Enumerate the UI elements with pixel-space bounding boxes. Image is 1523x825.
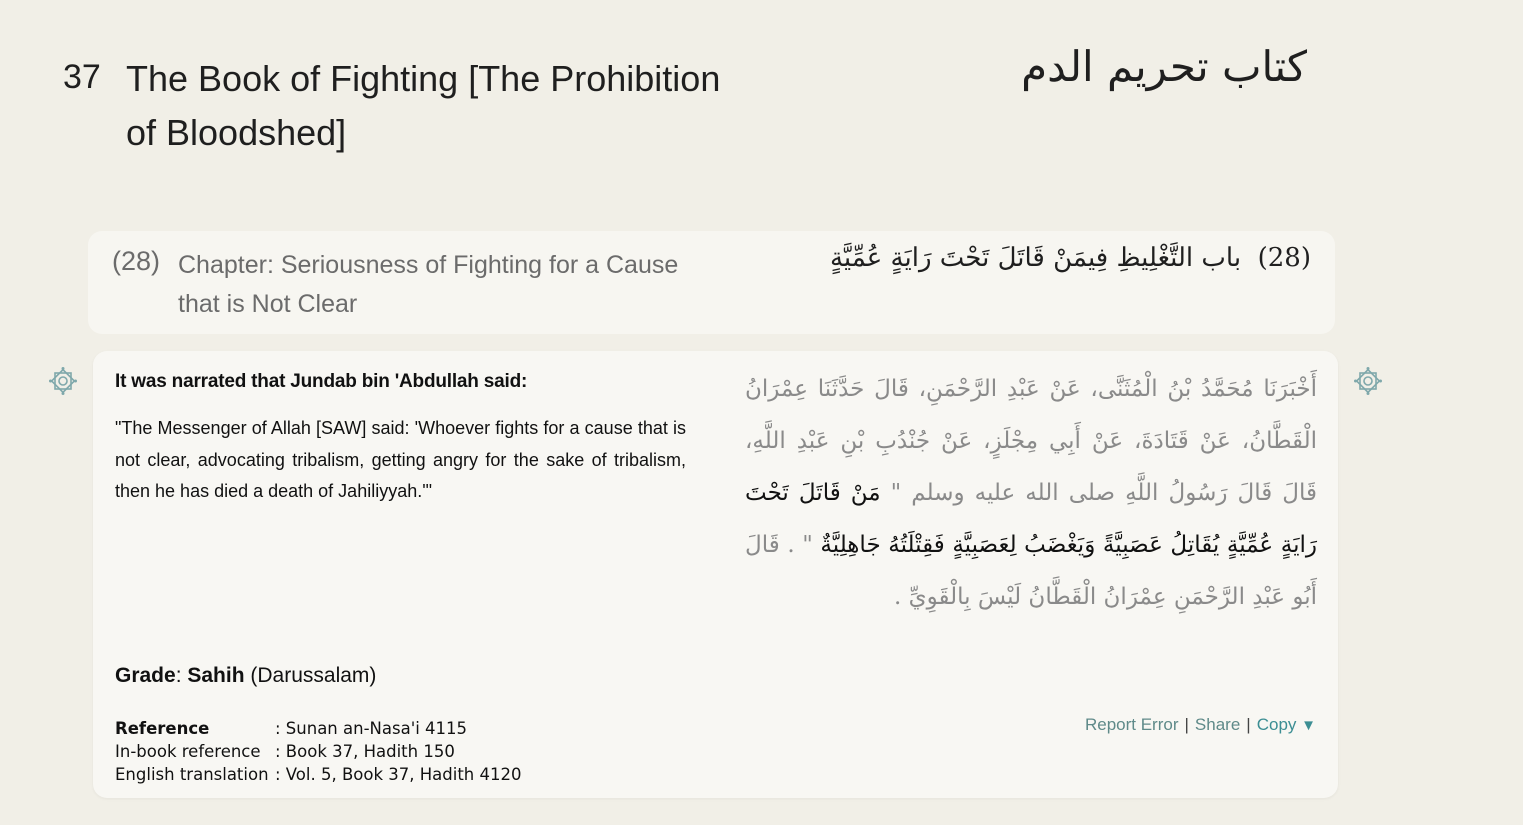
hadith-actions xyxy=(1085,715,1316,735)
report-error-link[interactable]: Report Error xyxy=(1084,715,1179,734)
book-title-english: The Book of Fighting [The Prohibition of Bloodshed] xyxy=(126,58,721,153)
triangle-down-icon: ▼ xyxy=(1301,717,1316,734)
separator: | xyxy=(1246,715,1251,734)
chapter-title-arabic xyxy=(830,243,1311,273)
share-link[interactable]: Share xyxy=(1194,715,1241,734)
book-header xyxy=(0,0,1523,200)
reference-key: In-book reference xyxy=(115,742,261,761)
ornament-star-icon xyxy=(48,366,78,396)
chapter-number-english: (28) xyxy=(112,246,161,276)
hadith-arabic-chain: أَخْبَرَنَا مُحَمَّدُ بْنُ الْمُثَنَّى، عَنْ عَبْدِ الرَّحْمَنِ، قَالَ حَدَّثَنَا عِمْرَانُ الْقَطَّانُ، عَنْ قَتَادَةَ، عَنْ أَبِي مِجْلَزٍ، عَنْ جُنْدُبِ بْنِ عَبْدِ اللَّهِ، قَالَ قَالَ رَسُولُ اللَّهِ صلى الله عليه وسلم " xyxy=(745,376,1317,506)
reference-row xyxy=(115,740,522,763)
hadith-text-english: "The Messenger of Allah [SAW] said: 'Whoever fights for a cause that is not clear, advocating tribalism, getting angry for the sake of tribalism, then he has died a death of Jahiliyyah.'" xyxy=(115,418,686,501)
hadith-text-arabic xyxy=(745,363,1317,623)
reference-row xyxy=(115,717,522,740)
reference-table xyxy=(115,717,522,786)
grade-colon: : xyxy=(175,664,188,687)
reference-value: : Book 37, Hadith 150 xyxy=(275,742,455,761)
hadith-card xyxy=(93,351,1338,798)
reference-value: : Vol. 5, Book 37, Hadith 4120 xyxy=(275,765,522,784)
grade-label: Grade xyxy=(115,664,176,687)
chapter-title-arabic-text: باب التَّغْلِيظِ فِيمَنْ قَاتَلَ تَحْتَ رَايَةٍ عُمِّيَّةٍ xyxy=(829,243,1242,273)
ornament-star-icon xyxy=(1353,366,1383,396)
reference-row xyxy=(115,763,522,786)
book-number: 37 xyxy=(63,58,101,96)
reference-key: English translation xyxy=(115,765,269,784)
hadith-arabic-comment: " . قَالَ أَبُو عَبْدِ الرَّحْمَنِ عِمْرَانُ الْقَطَّانُ لَيْسَ بِالْقَوِيِّ . xyxy=(745,532,1317,610)
separator: | xyxy=(1184,715,1189,734)
hadith-narrator: It was narrated that Jundab bin 'Abdullah said: xyxy=(115,371,528,392)
copy-label: Copy xyxy=(1256,715,1297,734)
copy-button[interactable] xyxy=(1257,715,1316,734)
chapter-title-english: Chapter: Seriousness of Fighting for a Cause that is Not Clear xyxy=(178,251,679,318)
grade-value: Sahih xyxy=(187,664,245,687)
chapter-header xyxy=(88,231,1335,334)
reference-key: Reference xyxy=(115,719,210,738)
grade-source: (Darussalam) xyxy=(244,664,377,687)
reference-value: : Sunan an-Nasa'i 4115 xyxy=(275,719,468,738)
book-title-arabic: كتاب تحريم الدم xyxy=(1021,42,1307,91)
hadith-grade xyxy=(115,664,376,688)
chapter-number-arabic: (28) xyxy=(1257,243,1311,273)
hadith-arabic-matn: مَنْ قَاتَلَ تَحْتَ رَايَةٍ عُمِّيَّةٍ يُقَاتِلُ عَصَبِيَّةً وَيَغْضَبُ لِعَصَبِيَّةٍ فَقِتْلَتُهُ جَاهِلِيَّةٌ xyxy=(745,480,1317,558)
